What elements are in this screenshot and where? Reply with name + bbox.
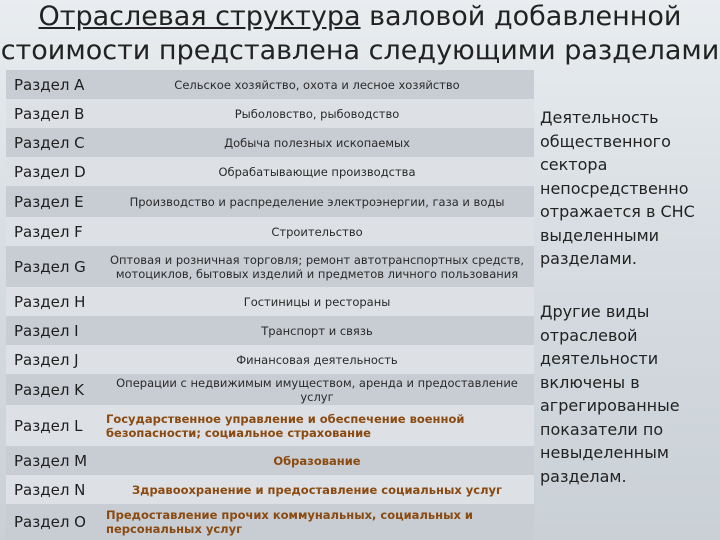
title-underlined: Отраслевая структура [38, 1, 361, 32]
section-label: Раздел N [14, 480, 86, 499]
section-description: Обрабатывающие производства [218, 164, 416, 179]
table-row [6, 128, 534, 157]
section-label: Раздел O [14, 513, 86, 531]
section-label: Раздел F [14, 222, 83, 241]
section-label: Раздел D [14, 162, 86, 181]
section-description: Гостиницы и рестораны [243, 294, 391, 309]
section-label: Раздел I [14, 321, 79, 340]
section-description: Рыболовство, рыбоводство [234, 106, 400, 121]
section-description: Транспорт и связь [261, 323, 373, 338]
section-label: Раздел C [14, 133, 85, 152]
section-description: Предоставление прочих коммунальных, социальных и персональных услуг [106, 508, 473, 536]
section-description: Здравоохранение и предоставление социальных услуг [131, 482, 503, 497]
sections-table [6, 70, 534, 540]
title-line-1 [0, 0, 720, 34]
table-row [6, 504, 534, 540]
section-label: Раздел B [14, 104, 85, 123]
section-description: Сельское хозяйство, охота и лесное хозяйство [174, 77, 460, 92]
table-row [6, 316, 534, 345]
section-label: Раздел L [14, 416, 83, 435]
section-label: Раздел G [14, 257, 86, 276]
table-row [6, 287, 534, 316]
section-description: Производство и распределение электроэнергии, газа и воды [129, 194, 505, 209]
title-line-2: стоимости представлена следующими разделами [0, 35, 720, 66]
table-row [6, 186, 534, 217]
side-note-other-activities: Другие виды отраслевой деятельности включены в агрегированные показатели по невыделенным разделам. [540, 302, 680, 486]
table-row [6, 405, 534, 446]
section-description: Государственное управление и обеспечение военной безопасности; социальное страхование [106, 411, 465, 440]
section-description: Строительство [271, 224, 363, 239]
section-description: Оптовая и розничная торговля; ремонт автотранспортных средств, мотоциклов, бытовых изделий и предметов личного пользования [109, 252, 525, 281]
table-row [6, 157, 534, 186]
table-row [6, 70, 534, 99]
section-description: Добыча полезных ископаемых [224, 135, 410, 150]
section-label: Раздел E [14, 192, 84, 211]
section-label: Раздел A [14, 75, 85, 94]
table-row [6, 99, 534, 128]
title-rest: валовой добавленной [360, 1, 682, 32]
table-row [6, 446, 534, 475]
section-label: Раздел H [14, 292, 86, 311]
table-row [6, 374, 534, 405]
table-row [6, 217, 534, 246]
section-description: Финансовая деятельность [236, 352, 398, 367]
section-description: Операции с недвижимым имуществом, аренда и предоставление услуг [116, 375, 518, 404]
section-description: Образование [273, 453, 361, 468]
side-note-public-sector: Деятельность общественного сектора непосредственно отражается в СНС выделенными разделами. [540, 108, 695, 268]
section-label: Раздел K [14, 380, 85, 399]
table-row [6, 246, 534, 287]
section-label: Раздел J [14, 350, 79, 369]
table-row [6, 345, 534, 374]
slide-title [0, 0, 720, 68]
table-row [6, 475, 534, 504]
section-label: Раздел M [14, 451, 88, 470]
